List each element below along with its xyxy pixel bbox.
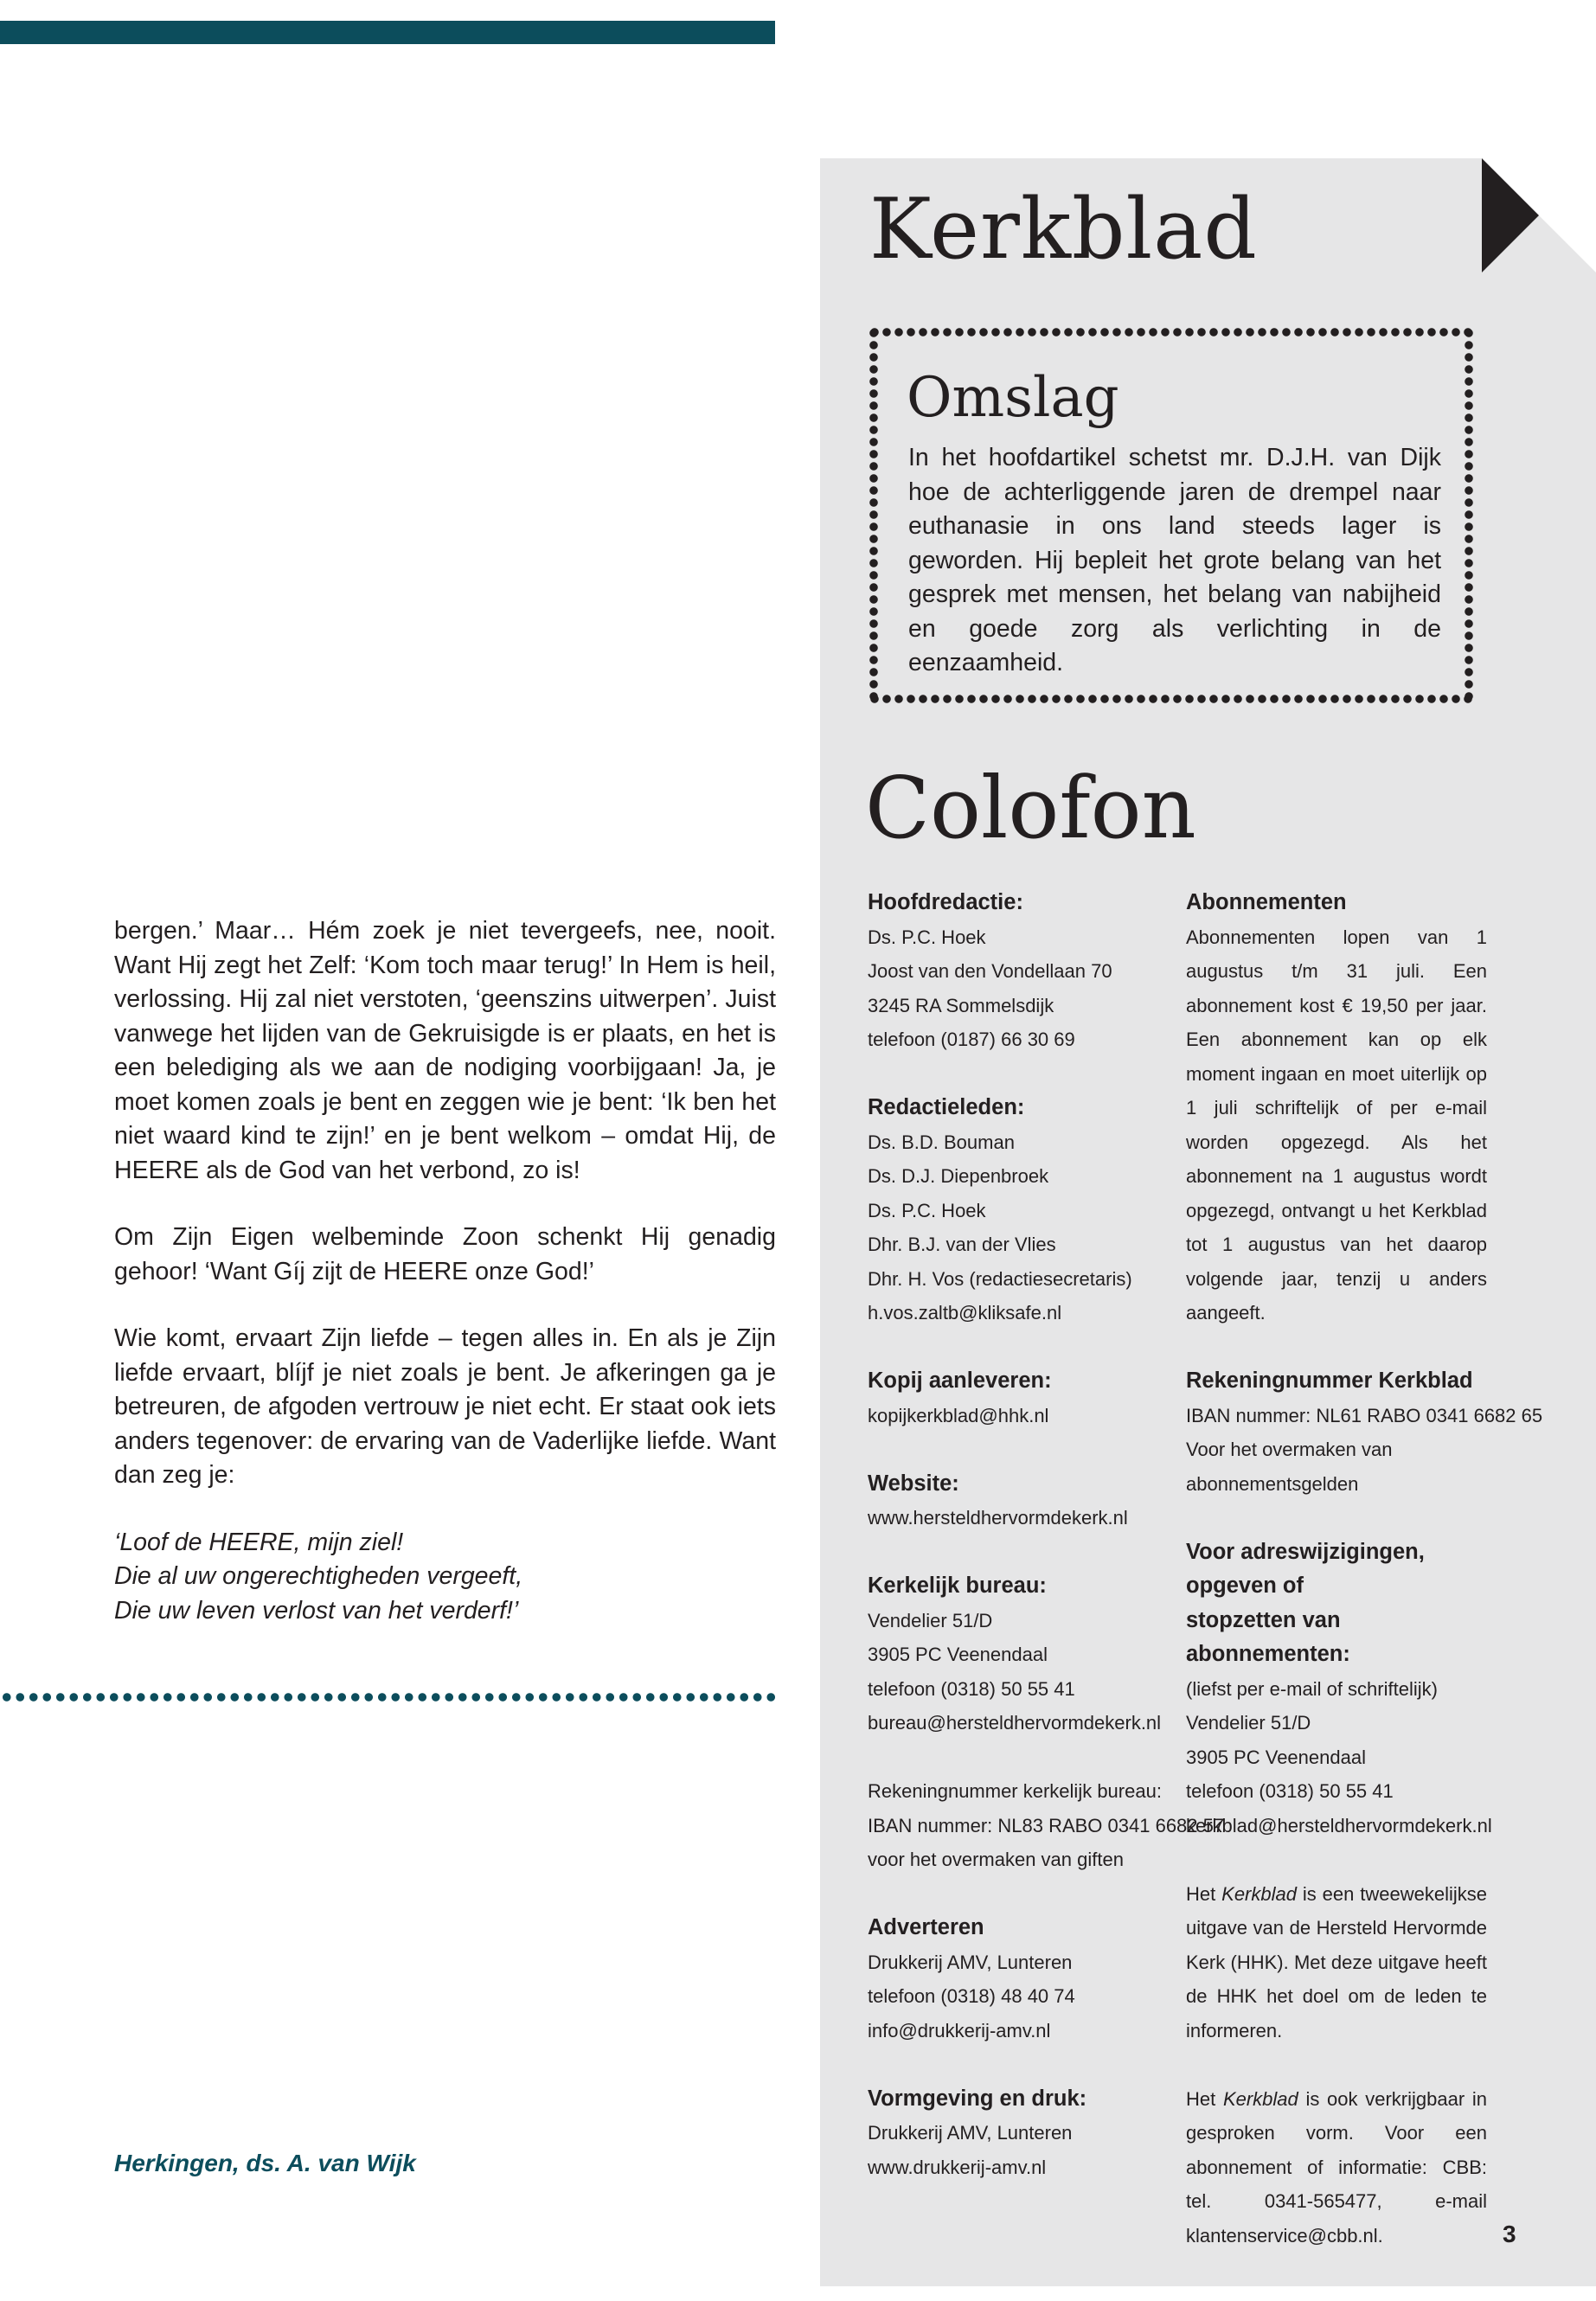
website-link[interactable]: www.drukkerij-amv.nl bbox=[868, 2156, 1047, 2178]
section-kopij bbox=[868, 1364, 1169, 1433]
info-italic: Kerkblad bbox=[1221, 1882, 1297, 1905]
section-heading: Rekeningnummer Kerkblad bbox=[1186, 1368, 1473, 1393]
section-line: (liefst per e-mail of schriftelijk) bbox=[1186, 1677, 1438, 1700]
email-link[interactable]: bureau@hersteldhervormdekerk.nl bbox=[868, 1712, 1162, 1734]
section-heading: Redactieleden: bbox=[868, 1095, 1025, 1119]
top-accent-bar bbox=[0, 21, 775, 44]
colofon-right-column bbox=[1186, 886, 1543, 2287]
section-line: telefoon (0187) 66 30 69 bbox=[868, 1029, 1075, 1050]
section-line: Drukkerij AMV, Lunteren bbox=[868, 1951, 1073, 1973]
section-heading: abonnementen: bbox=[1186, 1642, 1350, 1666]
section-heading: Voor adreswijzigingen, bbox=[1186, 1539, 1425, 1564]
email-link[interactable]: info@drukkerij-amv.nl bbox=[868, 2019, 1051, 2041]
section-text: Abonnementen lopen van 1 augustus t/m 31 juli. Een abonnement kost € 19,50 per jaar. Een abonnement kan op elk moment ingaan en moet uiterlijk op 1 juli schriftelijk of per e-mail worden opgezegd. Als het abonnement na 1 augustus wordt opgezegd, ontvangt u het Kerkblad tot 1 augustus van het daarop volgende jaar, tenzij u anders aangeeft. bbox=[1186, 926, 1487, 1324]
section-line: 3245 RA Sommelsdijk bbox=[868, 994, 1054, 1016]
poem-quote bbox=[114, 1526, 776, 1629]
poem-line: ‘Loof de HEERE, mijn ziel! bbox=[114, 1528, 404, 1556]
paragraph-1: bergen.’ Maar… Hém zoek je niet tevergeefs, nee, nooit. Want Hij zegt het Zelf: ‘Kom toch maar terug!’ In Hem is heil, verlossing. Hij zal niet verstoten, ‘geenszins uitwerpen’. Juist vanwege het lijden van de Gekruisigde is er plaats, en het is een belediging als we aan de nodiging voorbijgaan! Ja, je moet komen zoals je bent en zeggen wie je bent: ‘Ik ben het niet waard kind te zijn!’ en je bent welkom – omdat Hij, de HEERE als de God van het verbond, zo is! bbox=[114, 917, 776, 1184]
section-website bbox=[868, 1467, 1169, 1535]
section-adreswijzigingen bbox=[1186, 1535, 1492, 1843]
section-redactieleden bbox=[868, 1091, 1169, 1330]
section-line: Voor het overmaken van bbox=[1186, 1439, 1393, 1460]
info-text: is ook verkrijgbaar in gesproken vorm. Voor een abonnement of informatie: CBB: tel. 0341-565477, e-mail klantenservice@cbb.nl. bbox=[1186, 2087, 1487, 2247]
section-heading: Adverteren bbox=[868, 1915, 984, 1939]
section-line: telefoon (0318) 48 40 74 bbox=[868, 1985, 1075, 2007]
section-rekening-kerkblad bbox=[1186, 1364, 1543, 1501]
omslag-text: In het hoofdartikel schetst mr. D.J.H. van Dijk hoe de achterliggende jaren de drempel naar euthanasie in ons land steeds lager is geworden. Hij bepleit het grote belang van het gesprek met mensen, het belang van nabijheid en goede zorg als verlichting in de eenzaamheid. bbox=[908, 444, 1441, 676]
kerkblad-title: Kerkblad bbox=[869, 181, 1258, 278]
section-heading: Abonnementen bbox=[1186, 890, 1347, 914]
poem-line: Die al uw ongerechtigheden vergeeft, bbox=[114, 1562, 523, 1590]
paragraph-2: Om Zijn Eigen welbeminde Zoon schenkt Hij genadig gehoor! ‘Want Gíj zijt de HEERE onze God!’ bbox=[114, 1223, 776, 1285]
omslag-title: Omslag bbox=[907, 366, 1119, 430]
section-heading: opgeven of bbox=[1186, 1574, 1304, 1598]
section-heading: Hoofdredactie: bbox=[868, 890, 1023, 914]
section-heading: stopzetten van bbox=[1186, 1607, 1341, 1632]
info-prefix: Het bbox=[1186, 1882, 1222, 1905]
section-abonnementen bbox=[1186, 886, 1487, 1330]
info-italic: Kerkblad bbox=[1222, 2087, 1298, 2110]
section-rekening-bureau bbox=[868, 1774, 1225, 1877]
paragraph-3: Wie komt, ervaart Zijn liefde – tegen alles in. En als je Zijn liefde ervaart, blíjf je niet zoals je bent. Je afkeringen ga je betreuren, de afgoden vertrouw je niet echt. Er staat ook iets anders tegenover: de ervaring van de Vaderlijke liefde. Want dan zeg je: bbox=[114, 1324, 776, 1489]
section-kerkelijk-bureau bbox=[868, 1569, 1169, 1740]
section-info-2 bbox=[1186, 2082, 1487, 2253]
section-heading: Kopij aanleveren: bbox=[868, 1368, 1052, 1393]
section-line: Vendelier 51/D bbox=[868, 1609, 993, 1631]
section-line: Vendelier 51/D bbox=[1186, 1712, 1311, 1734]
section-heading: Website: bbox=[868, 1471, 959, 1496]
section-line: IBAN nummer: NL61 RABO 0341 6682 65 bbox=[1186, 1404, 1543, 1426]
section-line: Dhr. B.J. van der Vlies bbox=[868, 1234, 1056, 1255]
section-adverteren bbox=[868, 1911, 1169, 2048]
section-line: abonnementsgelden bbox=[1186, 1472, 1359, 1495]
email-link[interactable]: h.vos.zaltb@kliksafe.nl bbox=[868, 1302, 1062, 1324]
dotted-divider bbox=[0, 1689, 775, 1705]
section-line: telefoon (0318) 50 55 41 bbox=[1186, 1780, 1394, 1802]
section-line: Ds. B.D. Bouman bbox=[868, 1131, 1015, 1153]
section-line: Joost van den Vondellaan 70 bbox=[868, 960, 1112, 982]
info-text: is een tweewekelijkse uitgave van de Hersteld Hervormde Kerk (HHK). Met deze uitgave heeft de HHK het doel om de leden te informeren. bbox=[1186, 1882, 1487, 2041]
section-line: telefoon (0318) 50 55 41 bbox=[868, 1677, 1075, 1700]
section-heading: Vormgeving en druk: bbox=[868, 2086, 1087, 2111]
website-link[interactable]: www.hersteldhervormdekerk.nl bbox=[868, 1507, 1128, 1529]
section-line: voor het overmaken van giften bbox=[868, 1849, 1124, 1870]
poem-line: Die uw leven verlost van het verderf!’ bbox=[114, 1596, 519, 1625]
section-line: Ds. P.C. Hoek bbox=[868, 926, 986, 948]
section-line: Dhr. H. Vos (redactiesecretaris) bbox=[868, 1267, 1132, 1290]
section-line: 3905 PC Veenendaal bbox=[1186, 1746, 1366, 1768]
section-line: Drukkerij AMV, Lunteren bbox=[868, 2122, 1073, 2144]
article-text bbox=[114, 914, 776, 1628]
section-info-1 bbox=[1186, 1877, 1487, 2048]
colofon-title: Colofon bbox=[865, 760, 1196, 858]
email-link[interactable]: kopijkerkblad@hhk.nl bbox=[868, 1404, 1049, 1426]
colofon-left-column bbox=[868, 886, 1225, 2219]
section-vormgeving bbox=[868, 2082, 1169, 2185]
section-heading: Kerkelijk bureau: bbox=[868, 1574, 1047, 1598]
corner-fold-cut bbox=[1482, 158, 1596, 272]
section-line: Ds. D.J. Diepenbroek bbox=[868, 1165, 1049, 1187]
section-line: 3905 PC Veenendaal bbox=[868, 1644, 1048, 1665]
section-line: Ds. P.C. Hoek bbox=[868, 1199, 986, 1221]
section-line: Rekeningnummer kerkelijk bureau: bbox=[868, 1780, 1162, 1802]
section-hoofdredactie bbox=[868, 886, 1169, 1057]
email-link[interactable]: kerkblad@hersteldhervormdekerk.nl bbox=[1186, 1814, 1492, 1836]
info-prefix: Het bbox=[1186, 2087, 1223, 2110]
section-line: IBAN nummer: NL83 RABO 0341 6682 57 bbox=[868, 1814, 1225, 1836]
page-number: 3 bbox=[1503, 2221, 1516, 2247]
author-signature: Herkingen, ds. A. van Wijk bbox=[114, 2150, 416, 2176]
